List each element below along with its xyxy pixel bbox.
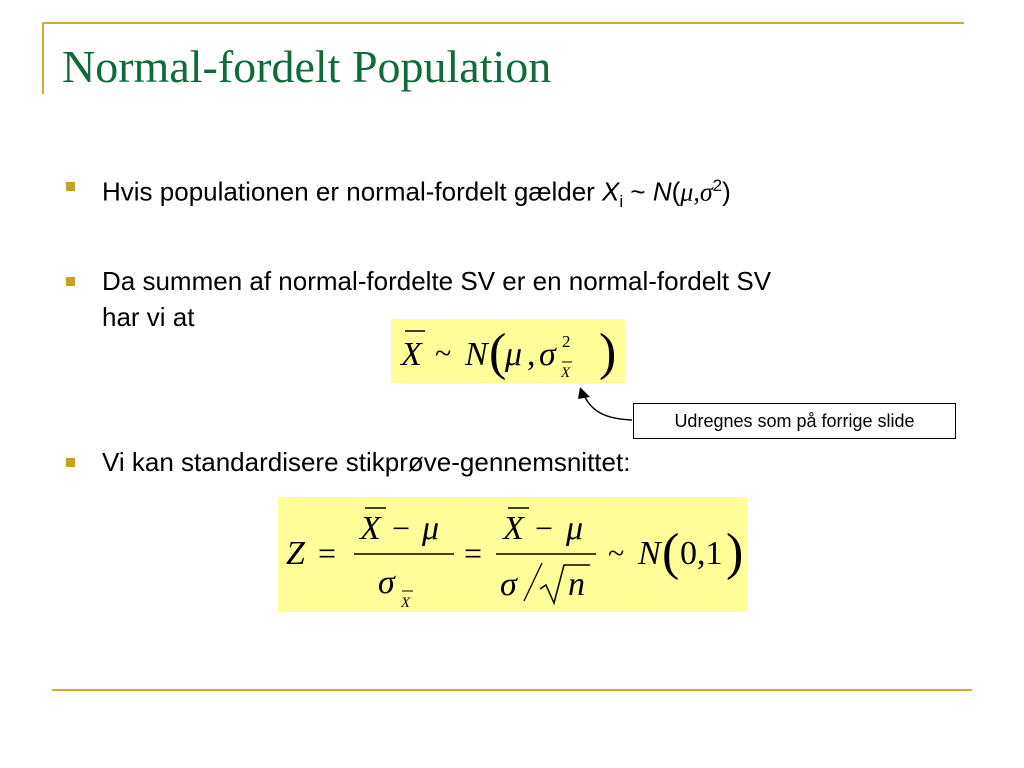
formula-1-dist: N bbox=[465, 336, 488, 373]
slide-title: Normal-fordelt Population bbox=[62, 41, 552, 92]
formula-1-sub: X bbox=[561, 365, 571, 381]
formula-2-close-paren: ) bbox=[726, 524, 744, 581]
bullet-1-comma: , bbox=[693, 177, 700, 207]
formula-2-sigma-2: σ bbox=[500, 566, 517, 603]
frame-left-rule bbox=[42, 22, 44, 94]
formula-2-open-paren: ( bbox=[662, 524, 680, 581]
formula-2-dist: N bbox=[638, 535, 661, 572]
formula-2-eq-1: = bbox=[318, 535, 337, 571]
formula-1-comma: , bbox=[527, 336, 536, 373]
bullet-1-sigma: σ bbox=[699, 177, 713, 207]
callout-note: Udregnes som på forrige slide bbox=[633, 403, 956, 439]
formula-1-sup: 2 bbox=[562, 332, 571, 351]
formula-standardization bbox=[278, 497, 747, 612]
bullet-text-3: Vi kan standardisere stikprøve-gennemsnittet: bbox=[102, 447, 631, 477]
formula-2-tilde: ~ bbox=[608, 537, 625, 570]
formula-1-tilde: ~ bbox=[435, 337, 452, 370]
formula-2-eq-2: = bbox=[464, 535, 483, 571]
bullet-1-open: ( bbox=[671, 176, 681, 207]
frame-bottom-rule bbox=[52, 689, 972, 691]
bullet-text-1 bbox=[102, 169, 731, 219]
formula-sample-mean-distribution bbox=[391, 319, 625, 383]
bullet-1-tilde: ~ bbox=[630, 176, 646, 207]
formula-2-args: 0,1 bbox=[680, 535, 723, 572]
formula-1-sigma: σ bbox=[539, 336, 556, 373]
formula-2-x-2: X bbox=[503, 510, 524, 547]
formula-2-mu-2: μ bbox=[566, 510, 584, 547]
formula-2-svg bbox=[278, 497, 747, 612]
bullet-1-var: X bbox=[602, 176, 620, 207]
formula-1-x: X bbox=[401, 336, 422, 373]
bullet-1-text: Hvis populationen er normal-fordelt gælder bbox=[102, 176, 603, 207]
formula-2-z: Z bbox=[286, 535, 305, 572]
formula-1-open-paren: ( bbox=[489, 324, 507, 381]
formula-1-mu: μ bbox=[505, 336, 523, 373]
formula-2-minus-1: − bbox=[392, 510, 411, 546]
callout-arrow bbox=[570, 385, 640, 425]
formula-2-mu-1: μ bbox=[422, 510, 440, 547]
formula-1-close-paren: ) bbox=[599, 324, 617, 381]
bullet-1-sup: 2 bbox=[712, 176, 723, 195]
bullet-text-2-line-1: Da summen af normal-fordelte SV er en normal-fordelt SV bbox=[102, 266, 772, 296]
formula-2-sub: X bbox=[401, 595, 411, 611]
bullet-1-sub: i bbox=[619, 191, 624, 211]
bullet-1-mu: μ bbox=[680, 177, 694, 207]
bullet-1-close: ) bbox=[722, 176, 731, 207]
bullet-marker-3 bbox=[66, 458, 75, 467]
bullet-marker-1 bbox=[66, 182, 75, 191]
frame-top-rule bbox=[42, 22, 964, 24]
bullet-1-dist: N bbox=[652, 176, 672, 207]
formula-1-svg bbox=[391, 319, 625, 383]
bullet-marker-2 bbox=[66, 277, 75, 286]
bullet-text-2-line-2: har vi at bbox=[102, 302, 195, 332]
formula-2-sigma-1: σ bbox=[378, 564, 395, 601]
formula-2-minus-2: − bbox=[535, 510, 554, 546]
formula-2-slash bbox=[524, 563, 542, 601]
formula-2-x-1: X bbox=[360, 510, 381, 547]
formula-2-n: n bbox=[568, 566, 585, 603]
